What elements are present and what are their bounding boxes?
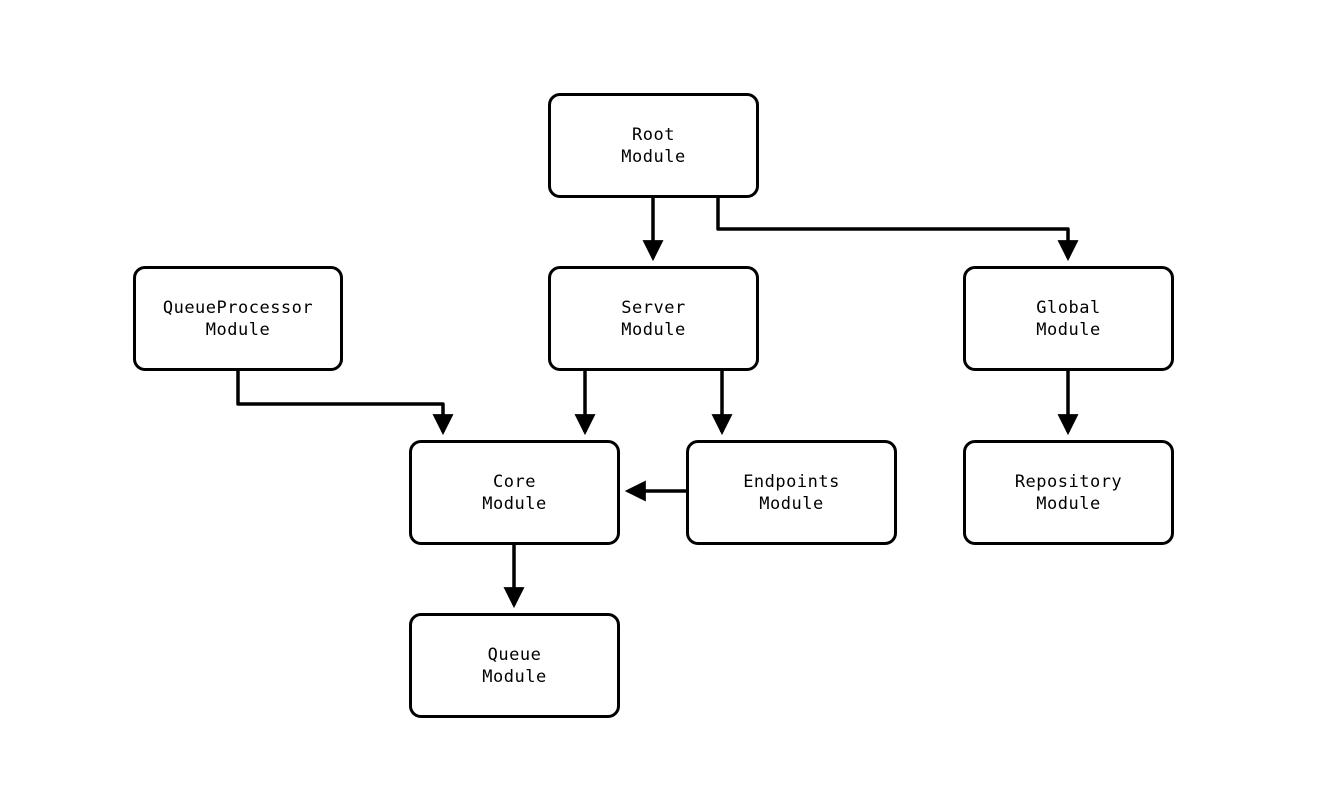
- edge-root-to-global: [718, 198, 1068, 258]
- node-global-module[interactable]: [963, 266, 1174, 371]
- node-label-line2: Module: [1036, 493, 1101, 514]
- node-label-line2: Module: [482, 493, 547, 514]
- node-label-line2: Module: [1036, 319, 1101, 340]
- node-label-line1: Server: [621, 297, 686, 318]
- node-label-line1: Endpoints: [743, 471, 840, 492]
- node-label-line2: Module: [621, 319, 686, 340]
- node-label-line1: Repository: [1014, 471, 1123, 492]
- node-label-line2: Module: [621, 146, 686, 167]
- node-core-module[interactable]: [409, 440, 620, 545]
- node-label-line2: Module: [759, 493, 824, 514]
- node-label-line2: Module: [482, 666, 547, 687]
- edge-queueprocessor-to-core: [238, 371, 443, 432]
- node-label-line1: Global: [1036, 297, 1101, 318]
- node-server-module[interactable]: [548, 266, 759, 371]
- node-repository-module[interactable]: [963, 440, 1174, 545]
- node-label-line1: Root: [632, 124, 675, 145]
- node-queue-module[interactable]: [409, 613, 620, 718]
- node-endpoints-module[interactable]: [686, 440, 897, 545]
- node-root-module[interactable]: [548, 93, 759, 198]
- node-label-line1: QueueProcessor: [162, 297, 314, 318]
- node-label-line2: Module: [205, 319, 271, 340]
- node-label-line1: Queue: [487, 644, 542, 665]
- node-queueprocessor-module[interactable]: [133, 266, 343, 371]
- node-label-line1: Core: [493, 471, 536, 492]
